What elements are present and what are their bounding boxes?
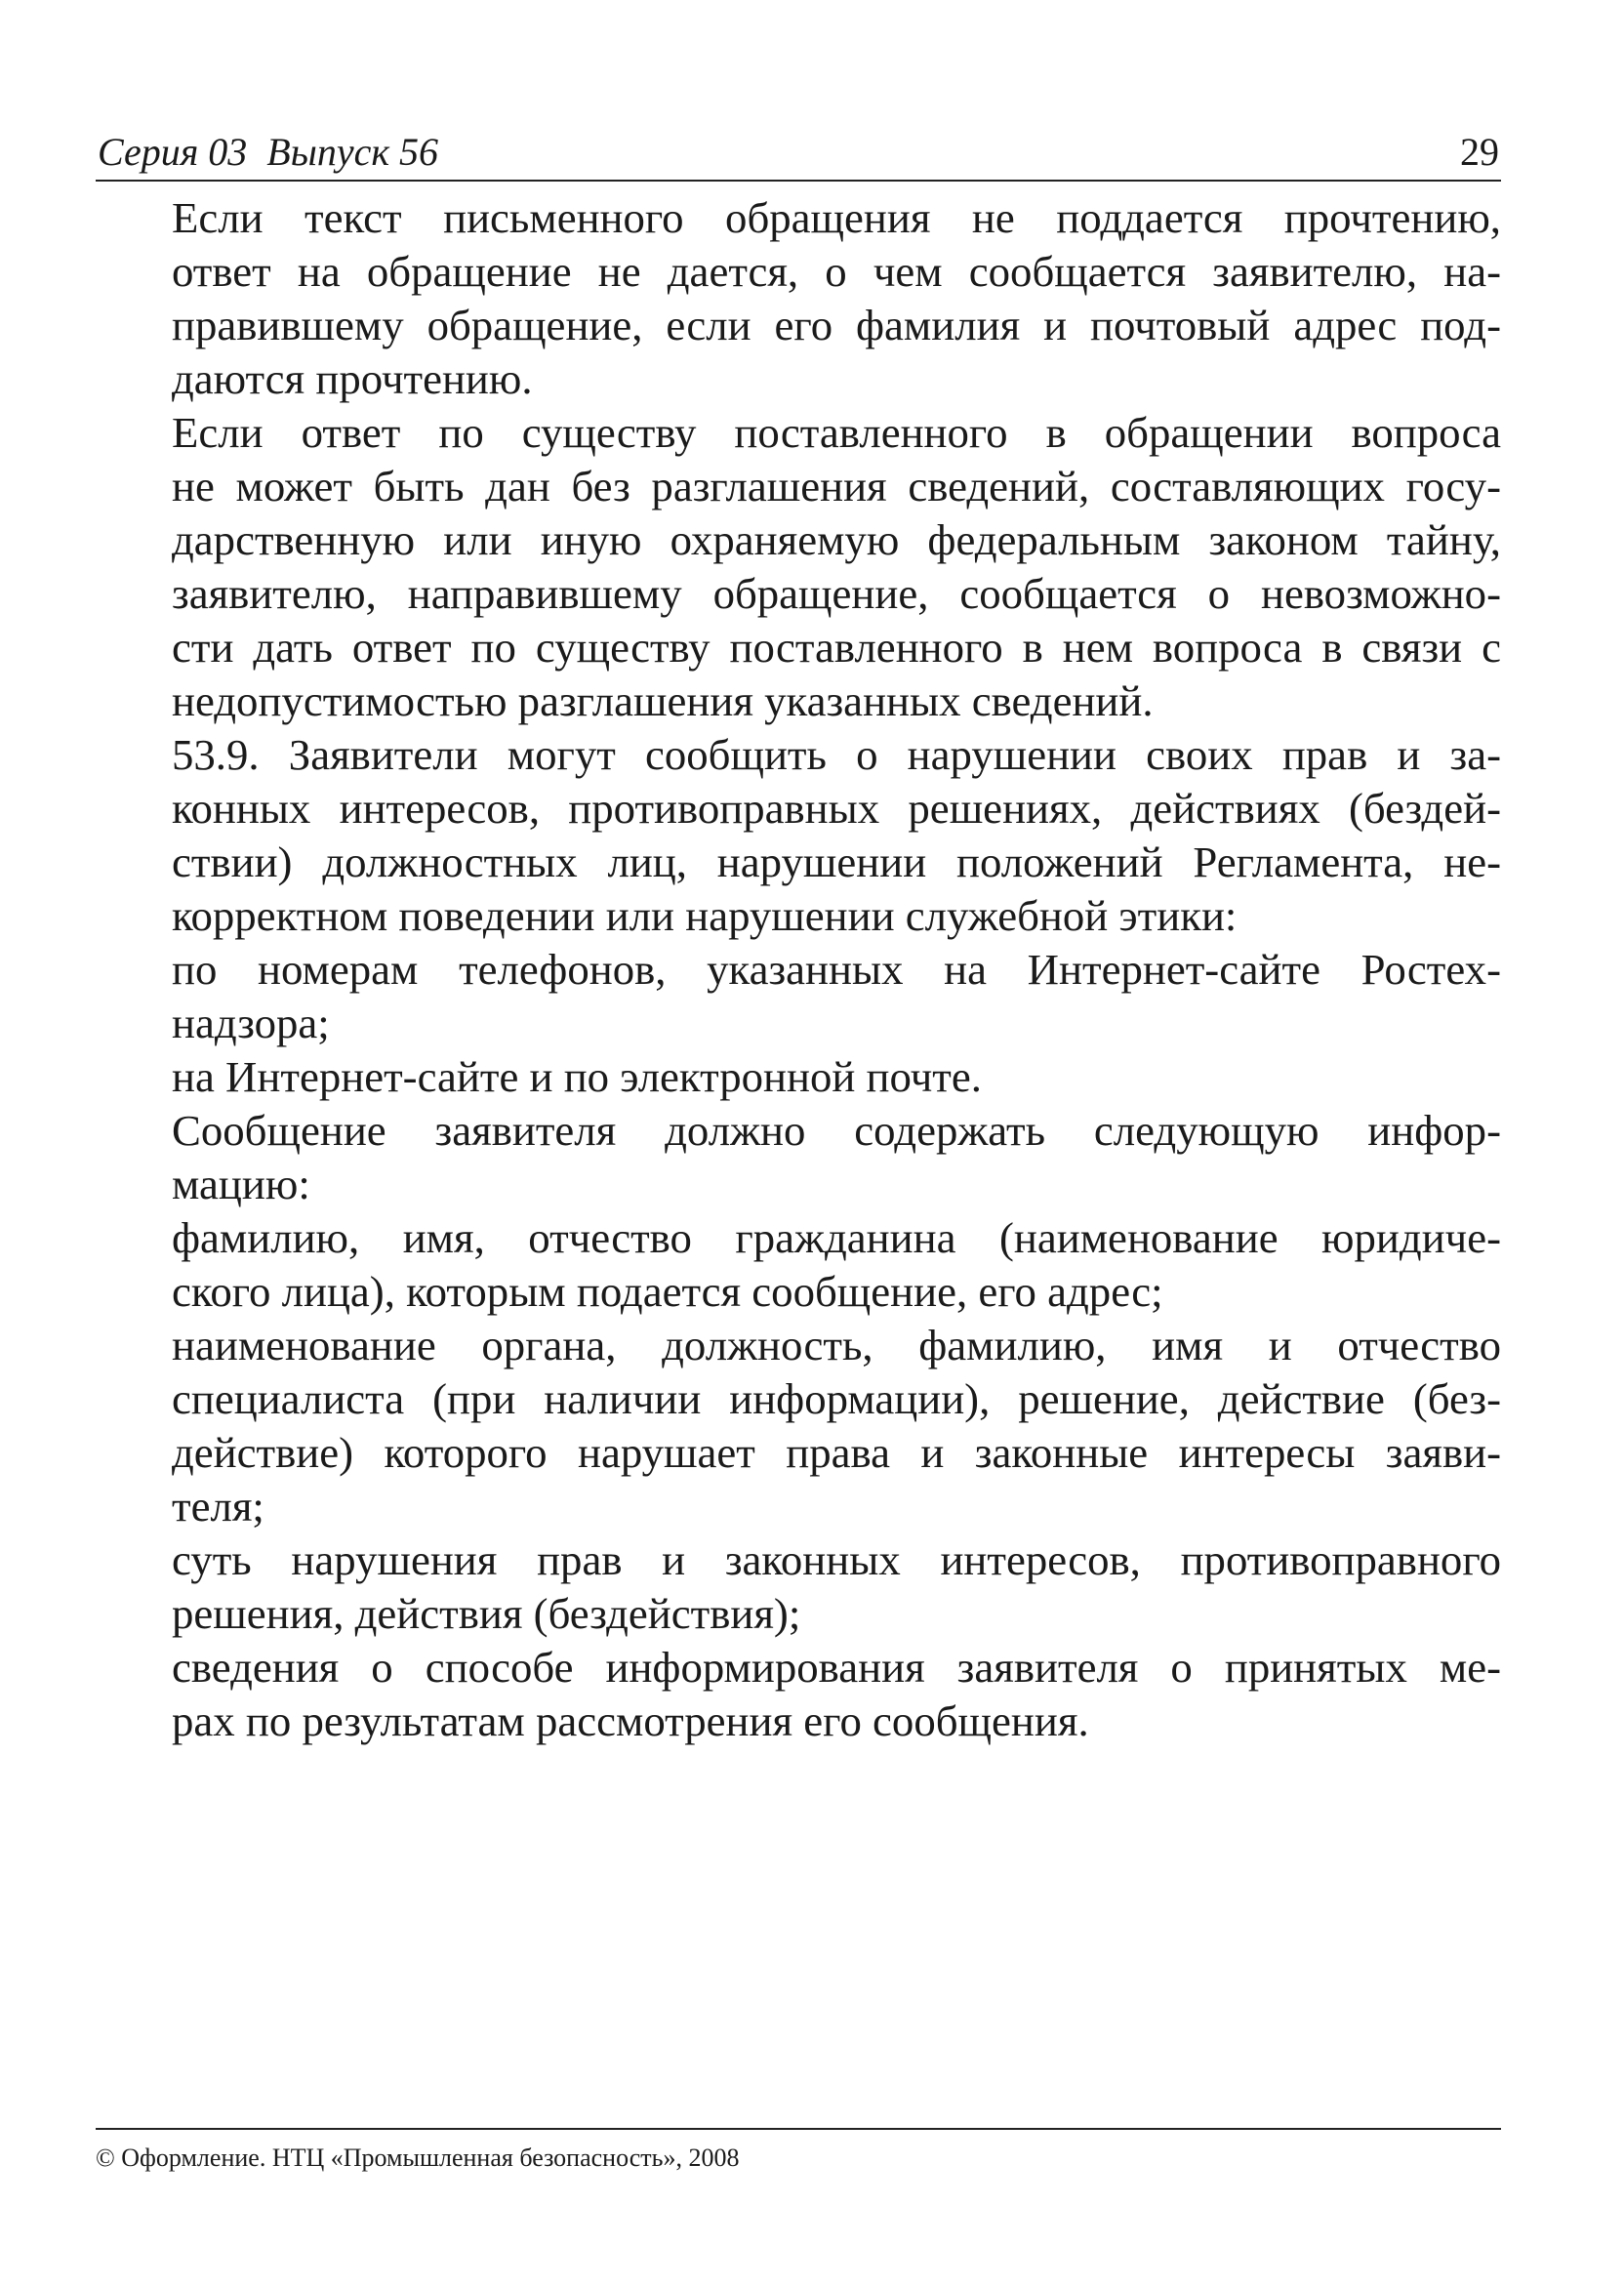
text-line: сти дать ответ по существу поставленного в нем вопроса в связи с: [172, 623, 1501, 672]
series-issue-label: Серия 03 Выпуск 56: [98, 130, 439, 174]
text-line: Если текст письменного обращения не поддается прочтению,: [172, 193, 1501, 242]
text-line: правившему обращение, если его фамилия и почтовый адрес под-: [172, 301, 1501, 349]
text-line: мацию:: [172, 1160, 310, 1208]
text-line: действие) которого нарушает права и законные интересы заяви-: [172, 1428, 1501, 1477]
running-header: [96, 125, 1501, 182]
document-page: [96, 125, 1501, 2272]
page-number: 29: [1460, 130, 1499, 174]
paragraph-6: [96, 1104, 1501, 1211]
text-line: конных интересов, противоправных решениях, действиях (бездей-: [172, 784, 1501, 833]
paragraph-3: [96, 728, 1501, 943]
text-line: по номерам телефонов, указанных на Интернет-сайте Ростех-: [172, 945, 1501, 994]
text-line: специалиста (при наличии информации), решение, действие (без-: [172, 1374, 1501, 1423]
text-line: не может быть дан без разглашения сведений, составляющих госу-: [172, 462, 1501, 510]
text-line: теля;: [172, 1482, 264, 1531]
text-line: сведения о способе информирования заявителя о принятых ме-: [172, 1643, 1501, 1692]
text-line: рах по результатам рассмотрения его сообщения.: [172, 1696, 1089, 1745]
text-line: ответ на обращение не дается, о чем сообщается заявителю, на-: [172, 247, 1501, 296]
text-line: Если ответ по существу поставленного в обращении вопроса: [172, 408, 1501, 457]
text-line: недопустимостью разглашения указанных сведений.: [172, 676, 1154, 725]
body-text: [96, 191, 1501, 1748]
paragraph-4: [96, 943, 1501, 1050]
text-line: надзора;: [172, 999, 330, 1047]
text-line: ского лица), которым подается сообщение, его адрес;: [172, 1267, 1163, 1316]
copyright-notice: © Оформление. НТЦ «Промышленная безопасность», 2008: [96, 2144, 740, 2172]
text-line: даются прочтению.: [172, 354, 533, 403]
text-line: Сообщение заявителя должно содержать следующую инфор-: [172, 1106, 1501, 1155]
text-line: заявителю, направившему обращение, сообщается о невозможно-: [172, 569, 1501, 618]
paragraph-10: [96, 1641, 1501, 1748]
paragraph-1: [96, 191, 1501, 406]
paragraph-7: [96, 1211, 1501, 1319]
paragraph-8: [96, 1319, 1501, 1533]
text-line: дарственную или иную охраняемую федеральным законом тайну,: [172, 515, 1501, 564]
text-line: наименование органа, должность, фамилию, имя и отчество: [172, 1321, 1501, 1369]
text-line: на Интернет-сайте и по электронной почте.: [172, 1052, 982, 1101]
text-line: ствии) должностных лиц, нарушении положений Регламента, не-: [172, 837, 1501, 886]
text-line: фамилию, имя, отчество гражданина (наименование юридиче-: [172, 1213, 1501, 1262]
text-line: суть нарушения прав и законных интересов, противоправного: [172, 1535, 1501, 1584]
text-line: 53.9. Заявители могут сообщить о нарушении своих прав и за-: [172, 730, 1501, 779]
paragraph-5: [96, 1050, 1501, 1104]
paragraph-2: [96, 406, 1501, 728]
text-line: решения, действия (бездействия);: [172, 1589, 801, 1638]
paragraph-9: [96, 1533, 1501, 1641]
text-line: корректном поведении или нарушении служебной этики:: [172, 891, 1238, 940]
page-footer: [96, 2128, 1501, 2173]
